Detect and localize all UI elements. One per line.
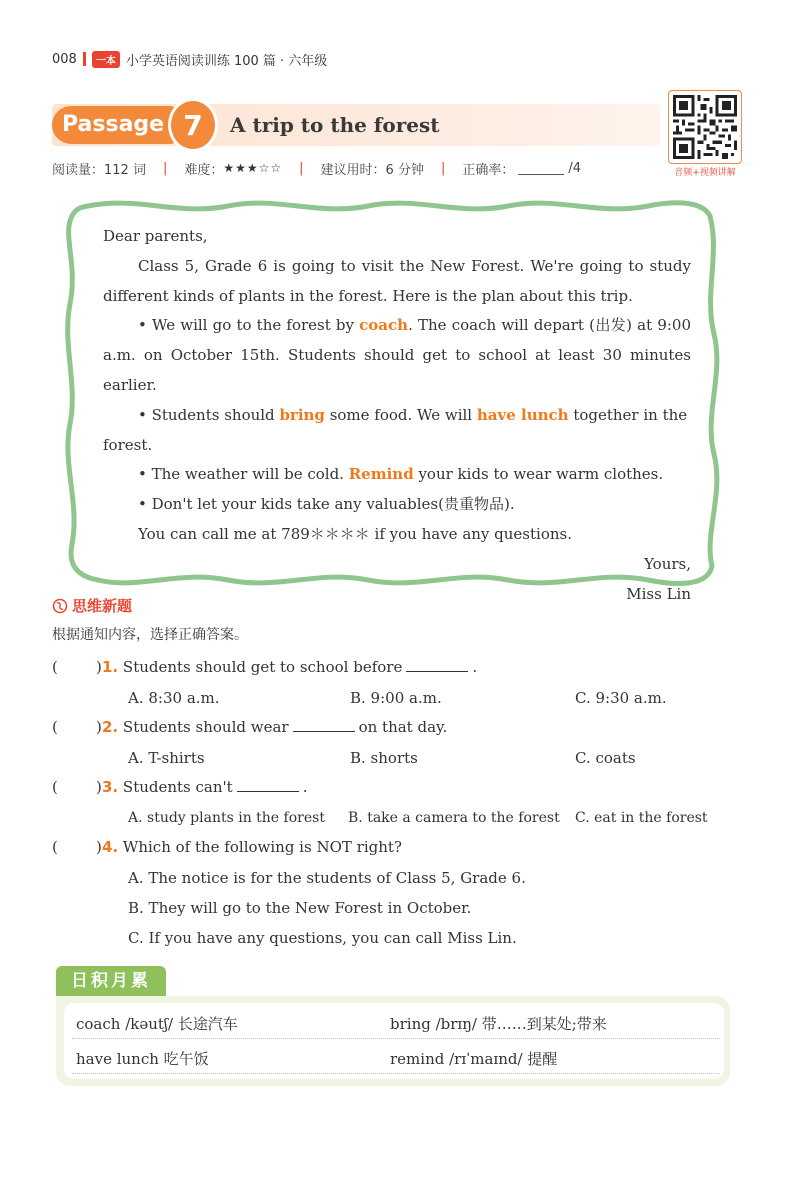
accuracy-blank[interactable] bbox=[518, 162, 564, 175]
reading-info bbox=[52, 158, 662, 178]
letter-bullet-food bbox=[103, 401, 691, 461]
letter-bullet-coach bbox=[103, 311, 691, 400]
letter-text bbox=[103, 222, 691, 609]
letter-bullet-valuables: • Don't let your kids take any valuables(贵重物品). bbox=[138, 495, 515, 514]
letter-bullet-weather bbox=[103, 460, 691, 490]
option-c[interactable]: C. 9:30 a.m. bbox=[575, 689, 667, 707]
question-1 bbox=[52, 655, 712, 679]
option-a[interactable]: A. The notice is for the students of Class 5, Grade 6. bbox=[128, 869, 526, 887]
question-stem: Students should get to school before bbox=[122, 658, 403, 676]
brand-logo: 一本 bbox=[92, 51, 120, 68]
info-separator: | bbox=[162, 160, 168, 176]
question-2 bbox=[52, 715, 712, 739]
option-a[interactable]: A. 8:30 a.m. bbox=[128, 689, 220, 707]
difficulty-stars: ★★★☆☆ bbox=[223, 161, 283, 175]
letter-intro: Class 5, Grade 6 is going to visit the New Forest. We're going to study different kinds of plants in the forest. Here is the plan about this trip. bbox=[103, 256, 691, 305]
difficulty bbox=[184, 159, 282, 178]
bullet-text: some food. We will bbox=[324, 405, 477, 424]
vocab-item-bring: bring /brɪŋ/ 带……到某处;带来 bbox=[390, 1015, 607, 1033]
answer-blank[interactable] bbox=[237, 777, 299, 792]
highlight-word: Remind bbox=[348, 465, 414, 484]
answer-paren-left: ( bbox=[52, 778, 58, 796]
info-separator: | bbox=[299, 160, 304, 176]
question-tail: . bbox=[302, 778, 308, 796]
bullet-text: together in the forest. bbox=[103, 405, 688, 454]
difficulty-label: 难度： bbox=[184, 162, 224, 178]
question-text bbox=[102, 775, 307, 799]
highlight-word: have lunch bbox=[476, 405, 569, 424]
vocab-tab: 日积月累 bbox=[56, 966, 166, 996]
bullet-text: • Students should bbox=[138, 405, 280, 424]
answer-paren-left: ( bbox=[52, 838, 58, 856]
bullet-text: • The weather will be cold. bbox=[138, 465, 349, 484]
answer-paren-right: ) bbox=[96, 658, 102, 676]
suggested-time: 建议用时：6 分钟 bbox=[320, 162, 424, 178]
info-separator: | bbox=[440, 160, 446, 176]
qr-caption: 音频+视频讲解 bbox=[674, 168, 736, 178]
passage-banner bbox=[52, 104, 660, 146]
question-number: 2. bbox=[102, 718, 119, 736]
bullet-text: your kids to wear warm clothes. bbox=[413, 465, 664, 484]
letter-call: You can call me at 789＊＊＊＊ if you have any questions. bbox=[138, 524, 572, 543]
question-text bbox=[102, 715, 447, 739]
answer-paren-left: ( bbox=[52, 718, 58, 736]
option-a[interactable]: A. study plants in the forest bbox=[128, 810, 325, 826]
question-number: 1. bbox=[102, 658, 119, 676]
option-c[interactable]: C. If you have any questions, you can call Miss Lin. bbox=[128, 929, 517, 947]
answer-blank[interactable] bbox=[406, 657, 468, 672]
answer-paren-right: ) bbox=[96, 838, 102, 856]
highlight-word: bring bbox=[279, 405, 325, 424]
page-number: 008 bbox=[52, 51, 77, 67]
question-text bbox=[102, 655, 477, 679]
option-b[interactable]: B. shorts bbox=[350, 749, 418, 767]
bullet-text: . The coach will depart (出发) at 9:00 a.m. on October 15th. Students should get to school at least 30 minutes earlier. bbox=[103, 316, 691, 394]
question-number: 3. bbox=[102, 778, 119, 796]
question-tail: on that day. bbox=[358, 718, 448, 736]
section-heading bbox=[52, 595, 132, 616]
vocab-item-coach: coach /kəutʃ/ 长途汽车 bbox=[76, 1015, 238, 1033]
option-b[interactable]: B. They will go to the New Forest in October. bbox=[128, 899, 472, 917]
brain-icon bbox=[52, 598, 68, 614]
section-title: 思维新题 bbox=[72, 597, 133, 615]
vocab-divider bbox=[72, 1073, 720, 1074]
header-divider bbox=[83, 52, 86, 66]
question-stem: Which of the following is NOT right? bbox=[122, 838, 402, 856]
option-c[interactable]: C. coats bbox=[575, 749, 636, 767]
question-stem: Students can't bbox=[122, 778, 233, 796]
accuracy-total: /4 bbox=[568, 160, 582, 176]
question-tail: . bbox=[472, 658, 478, 676]
option-b[interactable]: B. take a camera to the forest bbox=[348, 810, 560, 826]
accuracy bbox=[462, 159, 581, 178]
answer-paren-left: ( bbox=[52, 658, 58, 676]
option-c[interactable]: C. eat in the forest bbox=[575, 810, 708, 826]
bullet-text: • We will go to the forest by bbox=[138, 316, 360, 335]
word-count: 阅读量：112 词 bbox=[52, 162, 146, 178]
section-instruction: 根据通知内容，选择正确答案。 bbox=[52, 627, 248, 643]
answer-paren-right: ) bbox=[96, 778, 102, 796]
book-title: 小学英语阅读训练 100 篇 · 六年级 bbox=[125, 53, 328, 69]
passage-number: 7 bbox=[168, 98, 218, 152]
highlight-word: coach bbox=[359, 316, 409, 335]
vocab-item-remind: remind /rɪˈmaɪnd/ 提醒 bbox=[390, 1050, 558, 1068]
passage-tag: Passage bbox=[52, 106, 176, 144]
option-b[interactable]: B. 9:00 a.m. bbox=[350, 689, 442, 707]
option-a[interactable]: A. T-shirts bbox=[128, 749, 205, 767]
page-header bbox=[52, 48, 327, 70]
accuracy-label: 正确率： bbox=[462, 162, 515, 178]
question-number: 4. bbox=[102, 838, 119, 856]
letter-greeting: Dear parents, bbox=[103, 227, 208, 245]
letter-closing: Yours, bbox=[644, 554, 691, 573]
question-4 bbox=[52, 835, 712, 859]
question-text bbox=[102, 835, 402, 859]
question-stem: Students should wear bbox=[122, 718, 289, 736]
passage-title: A trip to the forest bbox=[230, 113, 440, 137]
vocab-item-have-lunch: have lunch 吃午饭 bbox=[76, 1050, 209, 1068]
qr-code-icon[interactable] bbox=[668, 90, 742, 164]
answer-paren-right: ) bbox=[96, 718, 102, 736]
letter-signature: Miss Lin bbox=[626, 584, 691, 603]
question-3 bbox=[52, 775, 712, 799]
vocab-divider bbox=[72, 1038, 720, 1039]
answer-blank[interactable] bbox=[293, 717, 355, 732]
